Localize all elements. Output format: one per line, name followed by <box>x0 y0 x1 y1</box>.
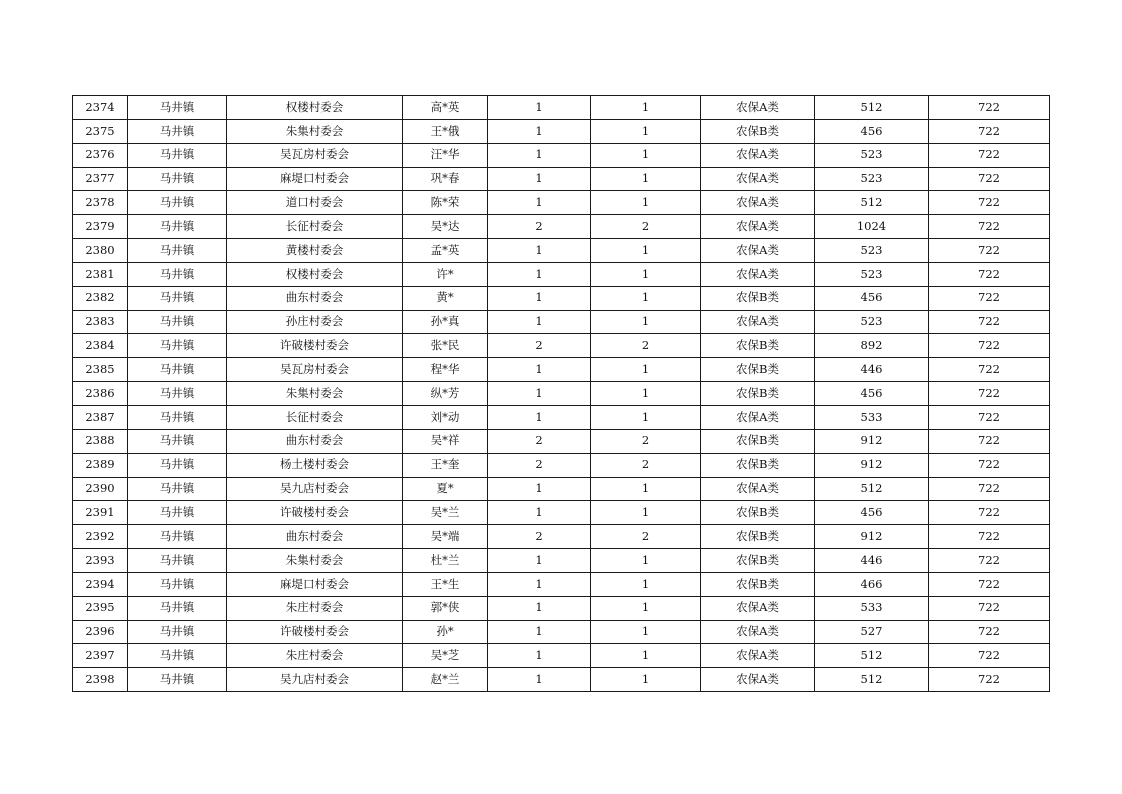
town-cell: 马井镇 <box>128 262 227 286</box>
insurance-category-cell: 农保B类 <box>701 286 815 310</box>
village-committee-cell: 许破楼村委会 <box>227 501 403 525</box>
village-committee-cell: 朱集村委会 <box>227 549 403 573</box>
amount-cell: 533 <box>815 596 929 620</box>
insurance-category-cell: 农保B类 <box>701 119 815 143</box>
amount-cell: 456 <box>815 382 929 406</box>
village-committee-cell: 麻堤口村委会 <box>227 167 403 191</box>
household-count-cell: 1 <box>488 358 591 382</box>
amount-cell: 456 <box>815 501 929 525</box>
person-count-cell: 1 <box>591 167 701 191</box>
household-count-cell: 1 <box>488 477 591 501</box>
village-committee-cell: 许破楼村委会 <box>227 620 403 644</box>
insurance-category-cell: 农保A类 <box>701 143 815 167</box>
household-count-cell: 1 <box>488 572 591 596</box>
name-cell: 吴*达 <box>403 215 488 239</box>
row-number-cell: 2390 <box>73 477 128 501</box>
table-row <box>73 191 1050 215</box>
town-cell: 马井镇 <box>128 477 227 501</box>
household-count-cell: 1 <box>488 644 591 668</box>
insurance-category-cell: 农保A类 <box>701 191 815 215</box>
name-cell: 陈*荣 <box>403 191 488 215</box>
insurance-category-cell: 农保A类 <box>701 596 815 620</box>
town-cell: 马井镇 <box>128 644 227 668</box>
insurance-category-cell: 农保A类 <box>701 477 815 501</box>
household-count-cell: 1 <box>488 239 591 263</box>
village-committee-cell: 孙庄村委会 <box>227 310 403 334</box>
amount-cell: 912 <box>815 453 929 477</box>
amount-cell: 512 <box>815 96 929 120</box>
person-count-cell: 2 <box>591 453 701 477</box>
standard-cell: 722 <box>929 96 1050 120</box>
name-cell: 夏* <box>403 477 488 501</box>
town-cell: 马井镇 <box>128 96 227 120</box>
village-committee-cell: 吴九店村委会 <box>227 668 403 692</box>
insurance-category-cell: 农保A类 <box>701 644 815 668</box>
person-count-cell: 1 <box>591 477 701 501</box>
table-row <box>73 405 1050 429</box>
amount-cell: 527 <box>815 620 929 644</box>
row-number-cell: 2391 <box>73 501 128 525</box>
insurance-category-cell: 农保B类 <box>701 429 815 453</box>
insurance-category-cell: 农保B类 <box>701 572 815 596</box>
person-count-cell: 1 <box>591 572 701 596</box>
standard-cell: 722 <box>929 620 1050 644</box>
person-count-cell: 1 <box>591 549 701 573</box>
standard-cell: 722 <box>929 501 1050 525</box>
village-committee-cell: 许破楼村委会 <box>227 334 403 358</box>
person-count-cell: 2 <box>591 334 701 358</box>
household-count-cell: 2 <box>488 334 591 358</box>
table-row <box>73 620 1050 644</box>
household-count-cell: 2 <box>488 429 591 453</box>
town-cell: 马井镇 <box>128 239 227 263</box>
table-row <box>73 358 1050 382</box>
insurance-category-cell: 农保A类 <box>701 405 815 429</box>
person-count-cell: 1 <box>591 644 701 668</box>
household-count-cell: 1 <box>488 119 591 143</box>
insurance-category-cell: 农保A类 <box>701 620 815 644</box>
person-count-cell: 2 <box>591 525 701 549</box>
household-count-cell: 2 <box>488 525 591 549</box>
name-cell: 高*英 <box>403 96 488 120</box>
name-cell: 孙* <box>403 620 488 644</box>
person-count-cell: 2 <box>591 215 701 239</box>
town-cell: 马井镇 <box>128 405 227 429</box>
town-cell: 马井镇 <box>128 501 227 525</box>
standard-cell: 722 <box>929 286 1050 310</box>
row-number-cell: 2389 <box>73 453 128 477</box>
standard-cell: 722 <box>929 119 1050 143</box>
amount-cell: 523 <box>815 310 929 334</box>
row-number-cell: 2398 <box>73 668 128 692</box>
household-count-cell: 1 <box>488 549 591 573</box>
village-committee-cell: 麻堤口村委会 <box>227 572 403 596</box>
amount-cell: 512 <box>815 644 929 668</box>
town-cell: 马井镇 <box>128 334 227 358</box>
name-cell: 吴*端 <box>403 525 488 549</box>
table-row <box>73 119 1050 143</box>
insurance-category-cell: 农保B类 <box>701 453 815 477</box>
row-number-cell: 2397 <box>73 644 128 668</box>
name-cell: 孟*英 <box>403 239 488 263</box>
row-number-cell: 2374 <box>73 96 128 120</box>
table-row <box>73 239 1050 263</box>
insurance-category-cell: 农保B类 <box>701 382 815 406</box>
table-row <box>73 525 1050 549</box>
insurance-category-cell: 农保B类 <box>701 525 815 549</box>
town-cell: 马井镇 <box>128 572 227 596</box>
village-committee-cell: 道口村委会 <box>227 191 403 215</box>
village-committee-cell: 黄楼村委会 <box>227 239 403 263</box>
row-number-cell: 2385 <box>73 358 128 382</box>
person-count-cell: 1 <box>591 96 701 120</box>
row-number-cell: 2388 <box>73 429 128 453</box>
person-count-cell: 1 <box>591 668 701 692</box>
village-committee-cell: 吴九店村委会 <box>227 477 403 501</box>
household-count-cell: 1 <box>488 405 591 429</box>
amount-cell: 456 <box>815 286 929 310</box>
household-count-cell: 1 <box>488 620 591 644</box>
standard-cell: 722 <box>929 596 1050 620</box>
row-number-cell: 2376 <box>73 143 128 167</box>
amount-cell: 446 <box>815 358 929 382</box>
name-cell: 许* <box>403 262 488 286</box>
town-cell: 马井镇 <box>128 167 227 191</box>
standard-cell: 722 <box>929 525 1050 549</box>
village-committee-cell: 吴瓦房村委会 <box>227 358 403 382</box>
standard-cell: 722 <box>929 334 1050 358</box>
standard-cell: 722 <box>929 310 1050 334</box>
village-committee-cell: 曲东村委会 <box>227 429 403 453</box>
row-number-cell: 2386 <box>73 382 128 406</box>
standard-cell: 722 <box>929 477 1050 501</box>
table-row <box>73 477 1050 501</box>
data-table <box>72 95 1050 692</box>
household-count-cell: 1 <box>488 668 591 692</box>
table-row <box>73 96 1050 120</box>
town-cell: 马井镇 <box>128 191 227 215</box>
person-count-cell: 1 <box>591 119 701 143</box>
name-cell: 程*华 <box>403 358 488 382</box>
standard-cell: 722 <box>929 239 1050 263</box>
amount-cell: 446 <box>815 549 929 573</box>
insurance-category-cell: 农保B类 <box>701 501 815 525</box>
table-body <box>73 96 1050 692</box>
row-number-cell: 2378 <box>73 191 128 215</box>
standard-cell: 722 <box>929 143 1050 167</box>
town-cell: 马井镇 <box>128 596 227 620</box>
table-row <box>73 382 1050 406</box>
village-committee-cell: 朱庄村委会 <box>227 644 403 668</box>
row-number-cell: 2379 <box>73 215 128 239</box>
row-number-cell: 2377 <box>73 167 128 191</box>
person-count-cell: 1 <box>591 358 701 382</box>
standard-cell: 722 <box>929 549 1050 573</box>
village-committee-cell: 权楼村委会 <box>227 262 403 286</box>
name-cell: 王*奎 <box>403 453 488 477</box>
table-row <box>73 215 1050 239</box>
standard-cell: 722 <box>929 429 1050 453</box>
amount-cell: 512 <box>815 668 929 692</box>
town-cell: 马井镇 <box>128 453 227 477</box>
household-count-cell: 1 <box>488 310 591 334</box>
standard-cell: 722 <box>929 358 1050 382</box>
amount-cell: 466 <box>815 572 929 596</box>
town-cell: 马井镇 <box>128 286 227 310</box>
table-row <box>73 143 1050 167</box>
name-cell: 汪*华 <box>403 143 488 167</box>
name-cell: 孙*真 <box>403 310 488 334</box>
table-row <box>73 429 1050 453</box>
name-cell: 巩*春 <box>403 167 488 191</box>
town-cell: 马井镇 <box>128 525 227 549</box>
name-cell: 杜*兰 <box>403 549 488 573</box>
person-count-cell: 2 <box>591 429 701 453</box>
town-cell: 马井镇 <box>128 215 227 239</box>
household-count-cell: 1 <box>488 596 591 620</box>
town-cell: 马井镇 <box>128 620 227 644</box>
town-cell: 马井镇 <box>128 668 227 692</box>
town-cell: 马井镇 <box>128 119 227 143</box>
table-row <box>73 262 1050 286</box>
amount-cell: 912 <box>815 429 929 453</box>
person-count-cell: 1 <box>591 310 701 334</box>
household-count-cell: 1 <box>488 262 591 286</box>
row-number-cell: 2380 <box>73 239 128 263</box>
amount-cell: 892 <box>815 334 929 358</box>
amount-cell: 523 <box>815 143 929 167</box>
name-cell: 张*民 <box>403 334 488 358</box>
insurance-category-cell: 农保B类 <box>701 549 815 573</box>
town-cell: 马井镇 <box>128 143 227 167</box>
person-count-cell: 1 <box>591 501 701 525</box>
table-row <box>73 644 1050 668</box>
household-count-cell: 2 <box>488 215 591 239</box>
town-cell: 马井镇 <box>128 358 227 382</box>
person-count-cell: 1 <box>591 143 701 167</box>
town-cell: 马井镇 <box>128 549 227 573</box>
name-cell: 王*生 <box>403 572 488 596</box>
standard-cell: 722 <box>929 262 1050 286</box>
person-count-cell: 1 <box>591 596 701 620</box>
table-row <box>73 334 1050 358</box>
insurance-category-cell: 农保A类 <box>701 96 815 120</box>
amount-cell: 512 <box>815 477 929 501</box>
row-number-cell: 2393 <box>73 549 128 573</box>
town-cell: 马井镇 <box>128 429 227 453</box>
amount-cell: 1024 <box>815 215 929 239</box>
name-cell: 吴*兰 <box>403 501 488 525</box>
standard-cell: 722 <box>929 191 1050 215</box>
insurance-category-cell: 农保A类 <box>701 239 815 263</box>
household-count-cell: 1 <box>488 191 591 215</box>
household-count-cell: 1 <box>488 96 591 120</box>
row-number-cell: 2383 <box>73 310 128 334</box>
standard-cell: 722 <box>929 215 1050 239</box>
row-number-cell: 2384 <box>73 334 128 358</box>
person-count-cell: 1 <box>591 239 701 263</box>
village-committee-cell: 长征村委会 <box>227 405 403 429</box>
name-cell: 刘*动 <box>403 405 488 429</box>
name-cell: 吴*芝 <box>403 644 488 668</box>
table-row <box>73 286 1050 310</box>
village-committee-cell: 权楼村委会 <box>227 96 403 120</box>
village-committee-cell: 长征村委会 <box>227 215 403 239</box>
household-count-cell: 1 <box>488 382 591 406</box>
row-number-cell: 2381 <box>73 262 128 286</box>
amount-cell: 456 <box>815 119 929 143</box>
standard-cell: 722 <box>929 453 1050 477</box>
village-committee-cell: 吴瓦房村委会 <box>227 143 403 167</box>
standard-cell: 722 <box>929 572 1050 596</box>
person-count-cell: 1 <box>591 286 701 310</box>
name-cell: 郭*侠 <box>403 596 488 620</box>
name-cell: 纵*芳 <box>403 382 488 406</box>
person-count-cell: 1 <box>591 262 701 286</box>
insurance-category-cell: 农保B类 <box>701 334 815 358</box>
person-count-cell: 1 <box>591 191 701 215</box>
name-cell: 吴*祥 <box>403 429 488 453</box>
village-committee-cell: 朱集村委会 <box>227 382 403 406</box>
person-count-cell: 1 <box>591 382 701 406</box>
table-row <box>73 668 1050 692</box>
amount-cell: 523 <box>815 239 929 263</box>
village-committee-cell: 朱庄村委会 <box>227 596 403 620</box>
insurance-category-cell: 农保A类 <box>701 668 815 692</box>
table-row <box>73 596 1050 620</box>
insurance-category-cell: 农保A类 <box>701 167 815 191</box>
amount-cell: 533 <box>815 405 929 429</box>
village-committee-cell: 朱集村委会 <box>227 119 403 143</box>
table-row <box>73 310 1050 334</box>
table-row <box>73 453 1050 477</box>
standard-cell: 722 <box>929 167 1050 191</box>
row-number-cell: 2392 <box>73 525 128 549</box>
insurance-category-cell: 农保A类 <box>701 215 815 239</box>
name-cell: 赵*兰 <box>403 668 488 692</box>
row-number-cell: 2396 <box>73 620 128 644</box>
standard-cell: 722 <box>929 405 1050 429</box>
village-committee-cell: 曲东村委会 <box>227 286 403 310</box>
name-cell: 黄* <box>403 286 488 310</box>
table-row <box>73 549 1050 573</box>
standard-cell: 722 <box>929 644 1050 668</box>
row-number-cell: 2382 <box>73 286 128 310</box>
household-count-cell: 1 <box>488 286 591 310</box>
household-count-cell: 1 <box>488 501 591 525</box>
name-cell: 王*俄 <box>403 119 488 143</box>
row-number-cell: 2375 <box>73 119 128 143</box>
amount-cell: 512 <box>815 191 929 215</box>
row-number-cell: 2394 <box>73 572 128 596</box>
standard-cell: 722 <box>929 382 1050 406</box>
insurance-category-cell: 农保A类 <box>701 310 815 334</box>
amount-cell: 912 <box>815 525 929 549</box>
household-count-cell: 1 <box>488 143 591 167</box>
row-number-cell: 2387 <box>73 405 128 429</box>
table-row <box>73 572 1050 596</box>
insurance-category-cell: 农保A类 <box>701 262 815 286</box>
person-count-cell: 1 <box>591 620 701 644</box>
amount-cell: 523 <box>815 167 929 191</box>
table-row <box>73 501 1050 525</box>
household-count-cell: 2 <box>488 453 591 477</box>
table-row <box>73 167 1050 191</box>
village-committee-cell: 曲东村委会 <box>227 525 403 549</box>
town-cell: 马井镇 <box>128 310 227 334</box>
village-committee-cell: 杨土楼村委会 <box>227 453 403 477</box>
town-cell: 马井镇 <box>128 382 227 406</box>
standard-cell: 722 <box>929 668 1050 692</box>
person-count-cell: 1 <box>591 405 701 429</box>
insurance-category-cell: 农保B类 <box>701 358 815 382</box>
household-count-cell: 1 <box>488 167 591 191</box>
amount-cell: 523 <box>815 262 929 286</box>
row-number-cell: 2395 <box>73 596 128 620</box>
